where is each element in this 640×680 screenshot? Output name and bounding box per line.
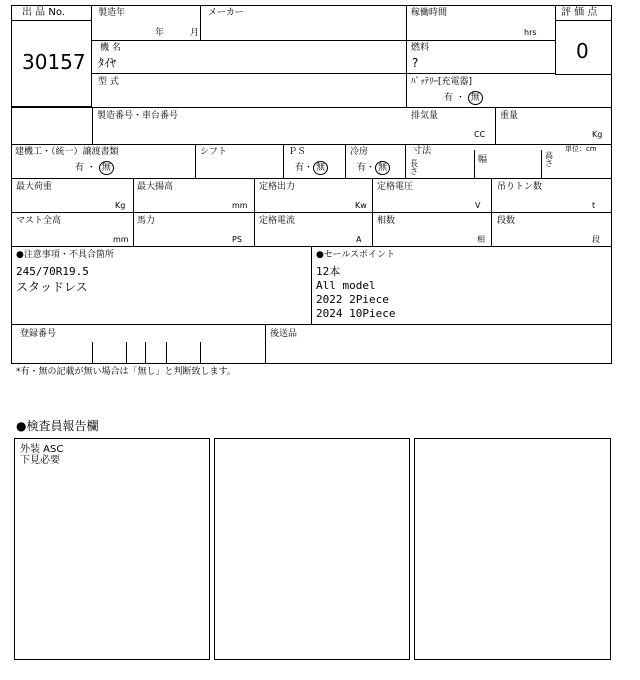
dim-width-label: 幅 — [478, 155, 488, 165]
sales-line-3: 2022 2Piece — [316, 293, 389, 306]
rated-current-label: 定格電流 — [259, 216, 296, 226]
cooling-no-circled: 無 — [375, 161, 390, 175]
sales-line-2: All model — [316, 279, 376, 292]
sales-line-1: 12本 — [316, 265, 341, 278]
horsepower-label: 馬力 — [137, 216, 156, 226]
lot-number-value: 30157 — [22, 50, 86, 74]
displacement-unit: CC — [474, 130, 486, 139]
shift-label: シフト — [200, 147, 228, 157]
rated-current-unit: A — [356, 235, 362, 244]
inspector-box-3 — [414, 438, 611, 660]
cooling-label: 冷房 — [350, 147, 369, 157]
rated-output-unit: Kw — [355, 201, 367, 210]
sales-line-4: 2024 10Piece — [316, 307, 396, 320]
dim-unit-note: 単位：cm — [565, 145, 597, 153]
hoist-ton-label: 吊りトン数 — [497, 182, 543, 192]
notes-label: ●注意事項・不具合箇所 — [16, 250, 114, 260]
stages-label: 段数 — [497, 216, 516, 226]
inspector-box-1 — [14, 438, 210, 660]
maker-label: メーカー — [208, 8, 244, 18]
cooling-options: 有・ 無 — [357, 161, 390, 175]
inspector-box-2 — [214, 438, 410, 660]
ps-no-circled: 無 — [313, 161, 328, 175]
battery-no-circled: 無 — [468, 91, 483, 105]
phase-label: 相数 — [377, 216, 396, 226]
mast-height-unit: mm — [113, 235, 129, 244]
inspector-note-1: 外装 ASC — [20, 444, 64, 455]
model-name-value: ﾀｲﾔ — [98, 56, 117, 70]
rating-label: 評 価 点 — [561, 7, 598, 18]
battery-options: 有 ・ 無 — [444, 91, 483, 105]
battery-label: ﾊﾞｯﾃﾘｰ[充電器] — [411, 77, 473, 87]
rating-value: 0 — [576, 39, 589, 63]
registration-label: 登録番号 — [20, 329, 57, 339]
shipping-label: 後送品 — [270, 329, 298, 339]
dimensions-label: 寸法 — [413, 146, 432, 156]
weight-unit: Kg — [592, 130, 603, 139]
ps-options: 有・ 無 — [295, 161, 328, 175]
stages-unit: 段 — [592, 235, 600, 244]
notes-line-2: スタッドレス — [16, 280, 88, 294]
inspector-title: ●検査員報告欄 — [16, 419, 99, 433]
transfer-doc-options: 有 ・ 無 — [75, 161, 114, 175]
max-lift-unit: mm — [232, 201, 248, 210]
phase-unit: 相 — [477, 235, 485, 244]
mast-height-label: マスト全高 — [16, 216, 62, 226]
horsepower-unit: PS — [232, 235, 242, 244]
transfer-doc-label: 建機工・（統一）譲渡書類 — [15, 147, 119, 157]
ps-label: ＰＳ — [288, 147, 307, 157]
year-unit: 年 — [155, 28, 165, 38]
dim-length-label: 長さ — [410, 159, 418, 176]
fuel-value: ? — [412, 56, 419, 70]
hoist-ton-unit: t — [592, 201, 596, 210]
weight-label: 重量 — [500, 111, 519, 121]
rated-output-label: 定格出力 — [259, 182, 296, 192]
hours-unit: hrs — [524, 28, 537, 37]
model-name-label: 機 名 — [100, 43, 121, 53]
max-load-unit: Kg — [115, 201, 126, 210]
max-load-label: 最大荷重 — [16, 182, 53, 192]
lot-number-label: 出 品 No. — [22, 7, 65, 18]
hours-label: 稼働時間 — [411, 8, 448, 18]
rated-voltage-label: 定格電圧 — [377, 182, 414, 192]
month-unit: 月 — [190, 28, 200, 38]
rated-voltage-unit: V — [475, 201, 481, 210]
displacement-label: 排気量 — [411, 111, 439, 121]
serial-label: 製造番号・車台番号 — [97, 111, 179, 121]
sales-label: ●セールスポイント — [316, 250, 396, 260]
inspector-note-2: 下見必要 — [20, 455, 60, 466]
notes-line-1: 245/70R19.5 — [16, 265, 89, 278]
model-type-label: 型 式 — [98, 77, 119, 87]
fuel-label: 燃料 — [411, 43, 430, 53]
footnote: *有・無の記載が無い場合は「無し」と判断致します。 — [16, 367, 236, 377]
transfer-doc-no-circled: 無 — [99, 161, 114, 175]
max-lift-label: 最大揚高 — [137, 182, 174, 192]
dim-height-label: 高さ — [545, 151, 553, 168]
year-label: 製造年 — [98, 8, 126, 18]
